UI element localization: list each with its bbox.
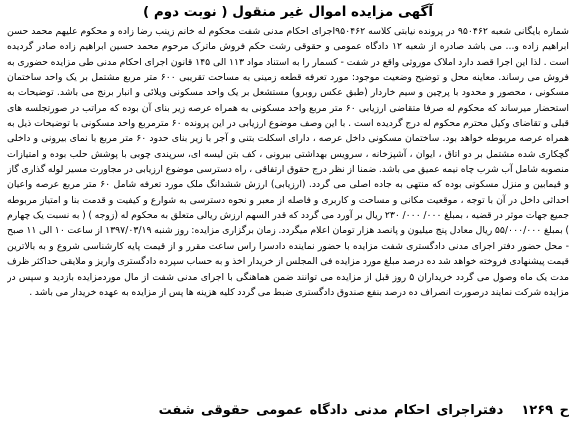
notice-footer [7,399,569,423]
issuing-office: دفتراجرای احکام مدنی دادگاه عمومی حقوقی شفت [158,403,504,418]
notice-body: شماره بایگانی شعبه ۹۵۰۴۶۲ در پرونده نیابتی کلاسه ۹۵۰۴۶۲اجرای احکام مدنی شفت محکوم له خانم زینب رضا زاده و محکوم علیهم محمد حسن ابراهیم زاده و... می باشد صادره از شعبه ۱۲ دادگاه عمومی و حقوقی رشت حکم فروش ماترک مرحوم محمد حسین ابراهیم زاده صادر گردیده است . لذا این اجرا قصد دارد املاک موروثی واقع در شفت - کسمار را به استناد مواد ۱۱۳ الی ۱۴۵ قانون اجرای احکام مدنی طی مزایده حضوری به فروش می رساند. معاینه محل و توضیح وضعیت موجود: مورد تعرفه قطعه زمینی به مساحت تقریبی ۶۰۰ متر مربع مشتمل بر یک واحد ساختمان مسکونی ، محصور و محدود با پرچین و سیم خاردار (طبق عکس روبرو) مستشعل بر یک واحد مسکونی ویلائی و انبار برنج می باشد. توضیحات به استحضار میرساند که محکوم له صرفا متقاضی ارزیابی ۶۰ متر مربع واحد مسکونی به همراه عرصه زیر بنای آن بوده که مراتب در صورتجلسه های قبلی و تقاضای وکیل محترم محکوم له درج گردیده است . با این وصف موضوع ارزیابی در این پرونده ۶۰ مترمربع واحد مسکونی با توضیحات ذیل به همراه عرصه مربوطه خواهد بود. ساختمان مسکونی داخل عرصه ، دارای اسکلت بتنی و آجر با زیر بنای حدود ۶۰ متر مربع با نمای بیرونی و داخلی گچکاری شده مشتمل بر دو اتاق ، ایوان ، آشپزخانه ، سرویس بهداشتی بیرونی ، کف بتن لیسه ای، سرپندی چوبی با پوشش حلب بوده و امتیازات منصوبه شامل آب شرب چاه نیمه عمیق می باشد. ضمنا از نظر درج حقوق ارتفاقی ، راه دسترسی موضوع ارزیابی در مجاورت مسیر لوله گذاری گاز و قیمابین و منزل مسکونی بوده که منتهی به جاده اصلی می گردد. (ارزیابی) ارزش ششدانگ ملک مورد تعرفه شامل ۶۰ متر مربع عرصه واعیان احداثی داخل در آن با توجه ، موقعیت مکانی و مساحت و کاربری و فاصله از معبر و نحوه دسترسی به شوارع و کیفیت و قدمت بنا و امتیاز مربوطه جمیع جهات موثر در قضیه ، بمبلغ ۰۰۰/ ۰۰۰/ ۲۳۰ ریال بر آورد می گردد که قدر السهم ارزش ریالی متعلق به محکوم له (زوجه ) ( به نسبت یک چهارم ) بمبلغ ۵۵/۰۰۰/۰۰۰ ریال معادل پنج میلیون و پانصد هزار تومان اعلام میگردد. زمان برگزاری مزایده: روز شنبه ۱۳۹۷/۰۳/۱۹ از ساعت ۱۰ الی ۱۱ صبح - محل حضور دفتر اجرای مدنی دادگستری شفت مزایده با حضور نماینده دادسرا راس ساعت مقرر و از قیمت پایه کارشناسی شروع و به بالاترین قیمت پیشنهادی فروخته خواهد شد ده درصد مبلغ مورد مزایده فی المجلس از خریدار اخذ و به حساب سپرده دادگستری واریز و ملایقی حداکثر ظرف مدت یک ماه وصول می گردد خریداران ۵ روز قبل از مزایده می توانند ضمن هماهنگی با اجرای مدنی شفت از مال موردمزایده بازدید و سپس در مزایده شرکت نمایند درصورت انصراف ده درصد بنفع صندوق دادگستری ضبط می گردد کلیه هزینه ها پس از مزایده به عهده خریدار می باشد . [7,26,569,298]
notice-title: آگهی مزایده اموال غیر منقول ( نوبت دوم ) [143,4,433,20]
notice-code: ح ۱۲۶۹ [521,403,569,418]
